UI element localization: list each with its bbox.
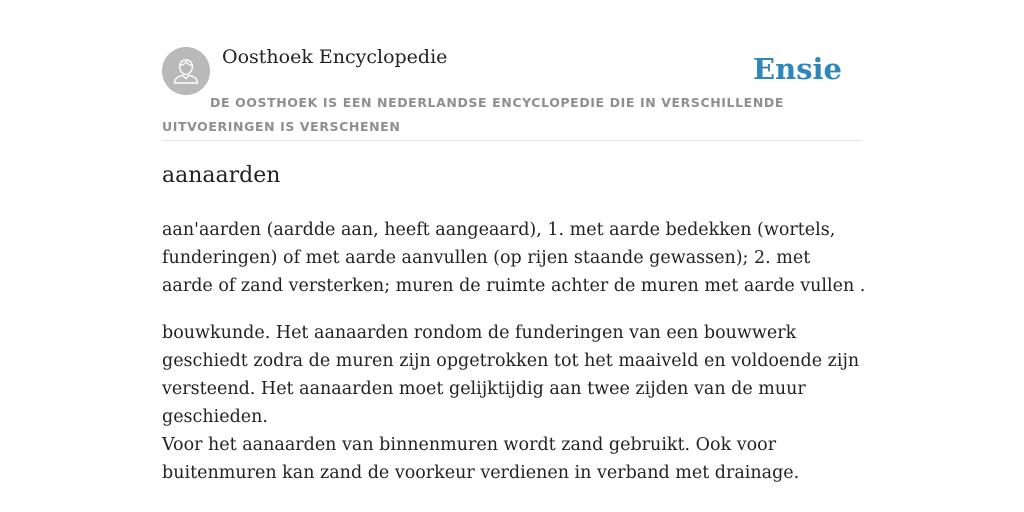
source-name[interactable]: Oosthoek Encyclopedie — [222, 46, 448, 68]
article-title: aanaarden — [162, 163, 281, 188]
brand-logo-link[interactable]: Ensie — [753, 52, 842, 86]
source-tagline: DE OOSTHOEK IS EEN NEDERLANDSE ENCYCLOPEDIE DIE IN VERSCHILLENDE UITVOERINGEN IS VERSCHENEN — [162, 95, 784, 134]
user-silhouette-icon[interactable] — [162, 47, 210, 95]
article-paragraph: Voor het aanaarden van binnenmuren wordt zand gebruikt. Ook voor buitenmuren kan zand de voorkeur verdienen in verband met drainage. — [162, 435, 800, 483]
article-paragraph: bouwkunde. Het aanaarden rondom de funderingen van een bouwwerk geschiedt zodra de muren zijn opgetrokken tot het maaiveld en voldoende zijn versteend. Het aanaarden moet gelijktijdig aan twee zijden van de muur geschieden. — [162, 323, 860, 427]
article-paragraph: aan'aarden (aardde aan, heeft aangeaard), 1. met aarde bedekken (wortels, funderingen) of met aarde aanvullen (op rijen staande gewassen); 2. met aarde of zand versterken; muren de ruimte achter de muren met aarde vullen . — [162, 220, 866, 296]
source-header — [162, 44, 862, 141]
